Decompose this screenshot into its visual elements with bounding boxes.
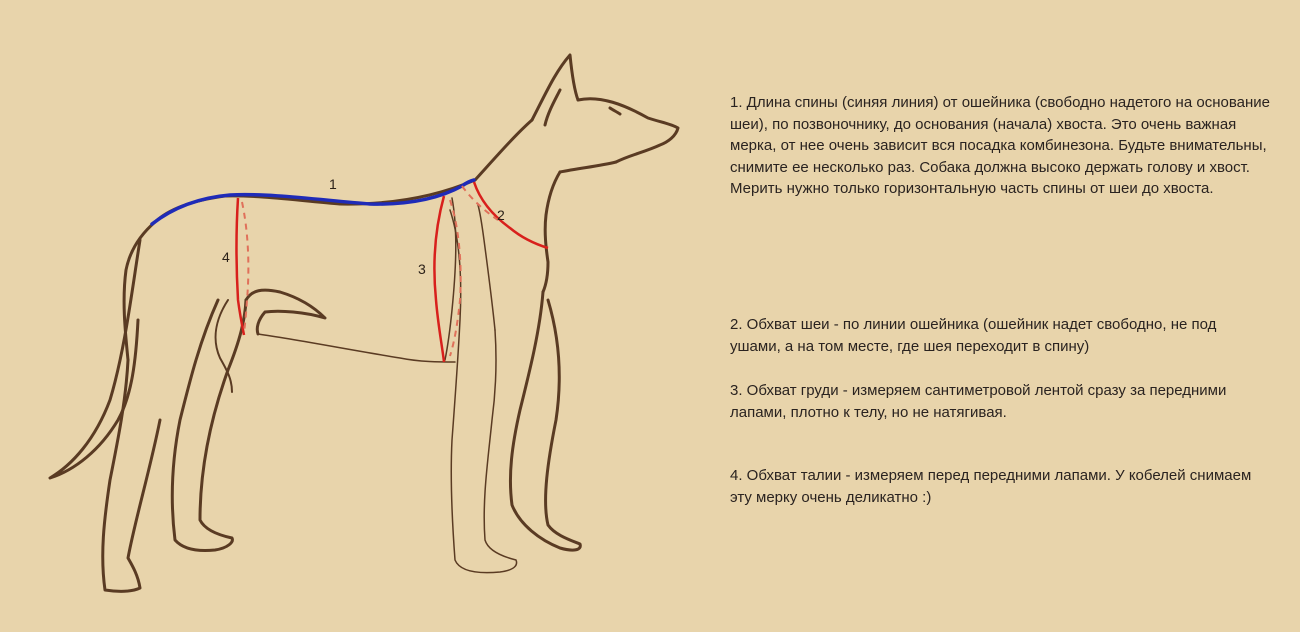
neck-girth-line xyxy=(474,182,548,248)
dog-outline xyxy=(50,55,678,591)
label-waist-girth: 4 xyxy=(222,249,230,265)
dog-underline xyxy=(258,334,455,362)
instruction-chest-girth: 3. Обхват груди - измеряем сантиметровой лентой сразу за передними лапами, плотно к телу, но не натягивая. xyxy=(730,382,1227,421)
instruction-neck-girth: 2. Обхват шеи - по линии ошейника (ошейник надет свободно, не под ушами, а на том месте, где шея переходит в спину) xyxy=(730,316,1217,355)
dog-shoulder xyxy=(478,205,495,330)
dog-ear xyxy=(532,55,578,120)
label-neck-girth: 2 xyxy=(497,207,505,223)
dog-belly xyxy=(246,290,325,334)
dog-neck-back xyxy=(475,120,532,180)
dog-neck-front xyxy=(543,172,560,292)
dog-hind-leg-front xyxy=(172,300,246,551)
instruction-waist-girth: 4. Обхват талии - измеряем перед передними лапами. У кобелей снимаем эту мерку очень деликатно :) xyxy=(730,467,1252,506)
dog-jaw xyxy=(560,162,616,172)
dog-front-leg-front xyxy=(510,292,580,550)
dog-eye xyxy=(610,108,620,114)
label-chest-girth: 3 xyxy=(418,261,426,277)
waist-girth-line xyxy=(237,198,245,335)
label-back-length: 1 xyxy=(329,176,337,192)
dog-head-top xyxy=(578,99,678,162)
dog-front-leg-back xyxy=(450,210,517,573)
instruction-back-length: 1. Длина спины (синяя линия) от ошейника (свободно надетого на основание шеи), по позвоночнику, до основания (начала) хвоста. Это очень важная мерка, от нее очень зависит вся посадка комбинезона. Будьте внимательны, снимите ее несколько раз. Собака должна высоко держать голову и хвост. Мерить нужно только горизонтальную часть спины от шеи до хвоста. xyxy=(730,94,1270,197)
waist-girth-dashed xyxy=(242,202,248,332)
dog-ear-inner xyxy=(545,90,560,125)
chest-girth-line xyxy=(434,196,444,362)
